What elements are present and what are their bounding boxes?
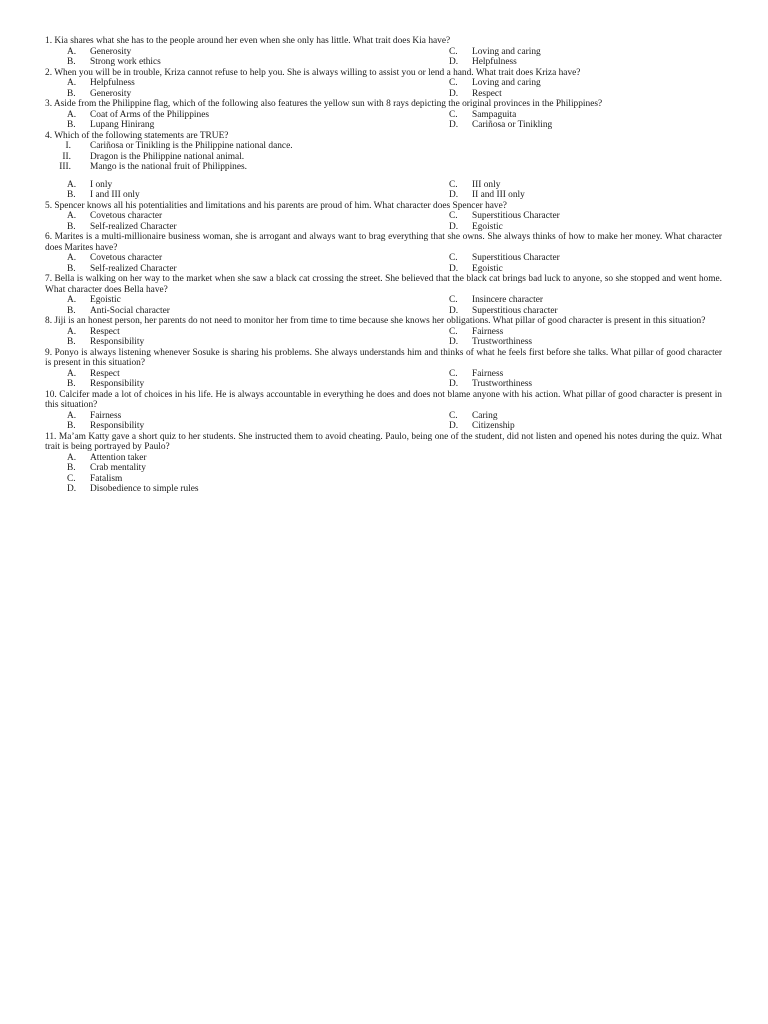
statement-numeral: III. [59, 162, 71, 172]
answer-options [45, 253, 722, 274]
answer-option[interactable] [45, 369, 427, 380]
answer-options [45, 295, 722, 316]
option-text: Self-realized Character [90, 221, 177, 232]
answer-option[interactable] [427, 180, 722, 191]
option-letter: B. [67, 305, 76, 316]
option-letter: A. [67, 410, 77, 421]
question-text: 1. Kia shares what she has to the people around her even when she only has little. What trait does Kia have? [45, 36, 451, 46]
option-letter: C. [449, 211, 458, 221]
question-text: 8. Jiji is an honest person, her parents do not need to monitor her from time to time because she knows her obligations. What pillar of good character is present in this situation? [45, 316, 706, 326]
option-letter: D. [449, 57, 459, 67]
answer-option[interactable] [45, 337, 427, 348]
option-letter: B. [67, 221, 76, 232]
answer-options [45, 78, 722, 99]
option-letter: A. [67, 46, 77, 57]
option-letter: D. [449, 421, 459, 431]
question-item [45, 274, 722, 316]
option-text: Loving and caring [472, 78, 541, 88]
question-item [45, 36, 722, 68]
option-text: Helpfulness [90, 78, 135, 88]
answer-option[interactable] [427, 110, 722, 121]
option-letter: B. [67, 57, 76, 67]
option-text: Sampaguita [472, 109, 517, 120]
answer-options [45, 110, 722, 131]
statement-text: Dragon is the Philippine national animal. [90, 151, 245, 162]
option-letter: A. [67, 78, 77, 88]
option-text: Self-realized Character [90, 263, 177, 274]
statement-item [45, 162, 722, 173]
answer-options [45, 327, 722, 348]
option-text: Disobedience to simple rules [90, 484, 199, 494]
option-text: Responsibility [90, 379, 145, 389]
option-letter: D. [449, 190, 459, 200]
question-item [45, 316, 722, 348]
answer-option[interactable] [45, 295, 427, 306]
answer-option[interactable] [45, 484, 722, 495]
option-text: Crab mentality [90, 463, 146, 473]
question-text: 3. Aside from the Philippine flag, which of the following also features the yellow sun with 8 rays depicting the original provinces in the Philippines? [45, 99, 603, 109]
question-item [45, 232, 722, 274]
question-text: 11. Ma’am Katty gave a short quiz to her students. She instructed them to avoid cheating. Paulo, being one of the student, did not listen and opened his notes during the quiz. What trait is being portrayed by Paulo? [45, 431, 722, 452]
answer-options [45, 411, 722, 432]
option-text: Cariñosa or Tinikling [472, 120, 553, 130]
option-letter: B. [67, 190, 76, 200]
option-text: Trustworthiness [472, 379, 533, 389]
answer-option[interactable] [427, 379, 722, 390]
option-letter: D. [67, 484, 77, 494]
option-text: Responsibility [90, 421, 145, 431]
option-text: Egoistic [472, 221, 503, 232]
answer-option[interactable] [427, 211, 722, 222]
worksheet-page [45, 36, 722, 495]
option-letter: A. [67, 179, 77, 190]
option-letter: A. [67, 253, 77, 263]
answer-option[interactable] [427, 78, 722, 89]
option-letter: A. [67, 368, 77, 379]
option-letter: C. [67, 473, 76, 484]
option-letter: B. [67, 337, 76, 347]
answer-option[interactable] [427, 47, 722, 58]
option-text: Respect [90, 368, 120, 379]
answer-option[interactable] [45, 474, 722, 485]
option-letter: C. [449, 78, 458, 88]
option-text: Responsibility [90, 337, 145, 347]
answer-option[interactable] [427, 264, 722, 275]
option-text: Citizenship [472, 421, 515, 431]
statement-text: Cariñosa or Tinikling is the Philippine national dance. [90, 141, 293, 151]
option-letter: C. [449, 368, 458, 379]
answer-option[interactable] [45, 180, 427, 191]
option-letter: A. [67, 326, 77, 337]
option-text: Caring [472, 410, 498, 421]
answer-option[interactable] [427, 89, 722, 100]
option-text: Insincere character [472, 295, 544, 305]
answer-option[interactable] [427, 120, 722, 131]
answer-option[interactable] [427, 369, 722, 380]
option-letter: A. [67, 109, 77, 120]
statement-item [45, 152, 722, 163]
question-text: 7. Bella is walking on her way to the market when she saw a black cat crossing the street. She believed that the black cat brings bad luck to anyone, so she stopped and went home. What character does Bella have? [45, 274, 722, 295]
question-item [45, 348, 722, 390]
answer-option[interactable] [45, 264, 427, 275]
answer-option[interactable] [427, 327, 722, 338]
option-text: II and III only [472, 190, 525, 200]
answer-option[interactable] [45, 379, 427, 390]
option-text: Generosity [90, 88, 132, 99]
answer-option[interactable] [427, 421, 722, 432]
option-text: III only [472, 179, 501, 190]
option-letter: C. [449, 179, 458, 190]
option-text: Covetous character [90, 253, 163, 263]
question-text: 4. Which of the following statements are TRUE? [45, 130, 229, 141]
answer-option[interactable] [427, 411, 722, 422]
question-text: 2. When you will be in trouble, Kriza cannot refuse to help you. She is always willing to assist you or lend a hand. What trait does Kriza have? [45, 67, 581, 78]
option-text: Respect [472, 88, 502, 99]
option-text: Fatalism [90, 473, 123, 484]
statement-numeral: I. [65, 141, 71, 151]
question-item [45, 131, 722, 201]
answer-options [45, 180, 722, 201]
answer-option[interactable] [427, 337, 722, 348]
option-letter: D. [449, 221, 459, 232]
question-text: 10. Calcifer made a lot of choices in his life. He is always accountable in everything he does and does not blame anyone with his action. What pillar of good character is present in this situation? [45, 389, 722, 410]
option-letter: C. [449, 253, 458, 263]
answer-option[interactable] [45, 57, 427, 68]
option-letter: C. [449, 46, 458, 57]
statement-list [45, 141, 722, 173]
option-text: Anti-Social character [90, 305, 170, 316]
option-text: Respect [90, 326, 120, 337]
statement-numeral: II. [62, 151, 71, 162]
option-letter: A. [67, 211, 77, 221]
option-text: Attention taker [90, 452, 147, 463]
answer-option[interactable] [45, 47, 427, 58]
answer-option[interactable] [45, 411, 427, 422]
option-text: Superstitious Character [472, 253, 560, 263]
answer-option[interactable] [45, 306, 427, 317]
option-letter: D. [449, 120, 459, 130]
option-letter: B. [67, 88, 76, 99]
question-item [45, 68, 722, 100]
question-text: 5. Spencer knows all his potentialities and limitations and his parents are proud of him. What character does Spencer have? [45, 200, 507, 211]
answer-option[interactable] [45, 222, 427, 233]
option-letter: C. [449, 410, 458, 421]
answer-options [45, 369, 722, 390]
answer-option[interactable] [45, 421, 427, 432]
answer-option[interactable] [427, 295, 722, 306]
option-letter: A. [67, 295, 77, 305]
option-text: Coat of Arms of the Philippines [90, 109, 210, 120]
answer-option[interactable] [45, 211, 427, 222]
statement-item [45, 141, 722, 152]
statement-text: Mango is the national fruit of Philippines. [90, 162, 248, 172]
option-text: Fairness [472, 368, 504, 379]
answer-option[interactable] [427, 190, 722, 201]
option-text: Lupang Hinirang [90, 120, 155, 130]
answer-option[interactable] [45, 463, 722, 474]
option-letter: B. [67, 263, 76, 274]
option-letter: C. [449, 326, 458, 337]
option-text: Superstitious character [472, 305, 558, 316]
option-letter: C. [449, 109, 458, 120]
option-text: Fairness [90, 410, 122, 421]
answer-option[interactable] [45, 253, 427, 264]
option-text: Egoistic [472, 263, 503, 274]
option-letter: B. [67, 379, 76, 389]
option-letter: D. [449, 263, 459, 274]
option-letter: B. [67, 463, 76, 473]
answer-options [45, 453, 722, 495]
answer-option[interactable] [427, 222, 722, 233]
answer-option[interactable] [45, 453, 722, 464]
answer-option[interactable] [45, 78, 427, 89]
question-item [45, 432, 722, 495]
option-letter: D. [449, 305, 459, 316]
question-text: 9. Ponyo is always listening whenever Sosuke is sharing his problems. She always understands him and thinks of what he feels first before she talks. What pillar of good character is present in this situation? [45, 347, 722, 368]
answer-option[interactable] [45, 110, 427, 121]
option-text: Covetous character [90, 211, 163, 221]
option-letter: D. [449, 379, 459, 389]
answer-option[interactable] [427, 306, 722, 317]
answer-option[interactable] [427, 57, 722, 68]
question-item [45, 201, 722, 233]
option-letter: A. [67, 452, 77, 463]
question-text: 6. Marites is a multi-millionaire business woman, she is arrogant and always want to brag everything that she owns. She always thinks of how to make her money. What character does Marites have? [45, 232, 722, 253]
option-text: I and III only [90, 190, 140, 200]
option-text: Trustworthiness [472, 337, 533, 347]
answer-options [45, 47, 722, 68]
option-text: Egoistic [90, 295, 121, 305]
question-item [45, 390, 722, 432]
option-letter: B. [67, 120, 76, 130]
answer-option[interactable] [45, 190, 427, 201]
question-item [45, 99, 722, 131]
option-letter: B. [67, 421, 76, 431]
option-letter: D. [449, 88, 459, 99]
option-text: Superstitious Character [472, 211, 560, 221]
option-letter: D. [449, 337, 459, 347]
option-text: Generosity [90, 46, 132, 57]
option-text: Fairness [472, 326, 504, 337]
answer-option[interactable] [427, 253, 722, 264]
option-text: Helpfulness [472, 57, 517, 67]
option-letter: C. [449, 295, 458, 305]
answer-option[interactable] [45, 89, 427, 100]
answer-option[interactable] [45, 327, 427, 338]
option-text: Loving and caring [472, 46, 541, 57]
option-text: I only [90, 179, 113, 190]
answer-options [45, 211, 722, 232]
answer-option[interactable] [45, 120, 427, 131]
option-text: Strong work ethics [90, 57, 161, 67]
